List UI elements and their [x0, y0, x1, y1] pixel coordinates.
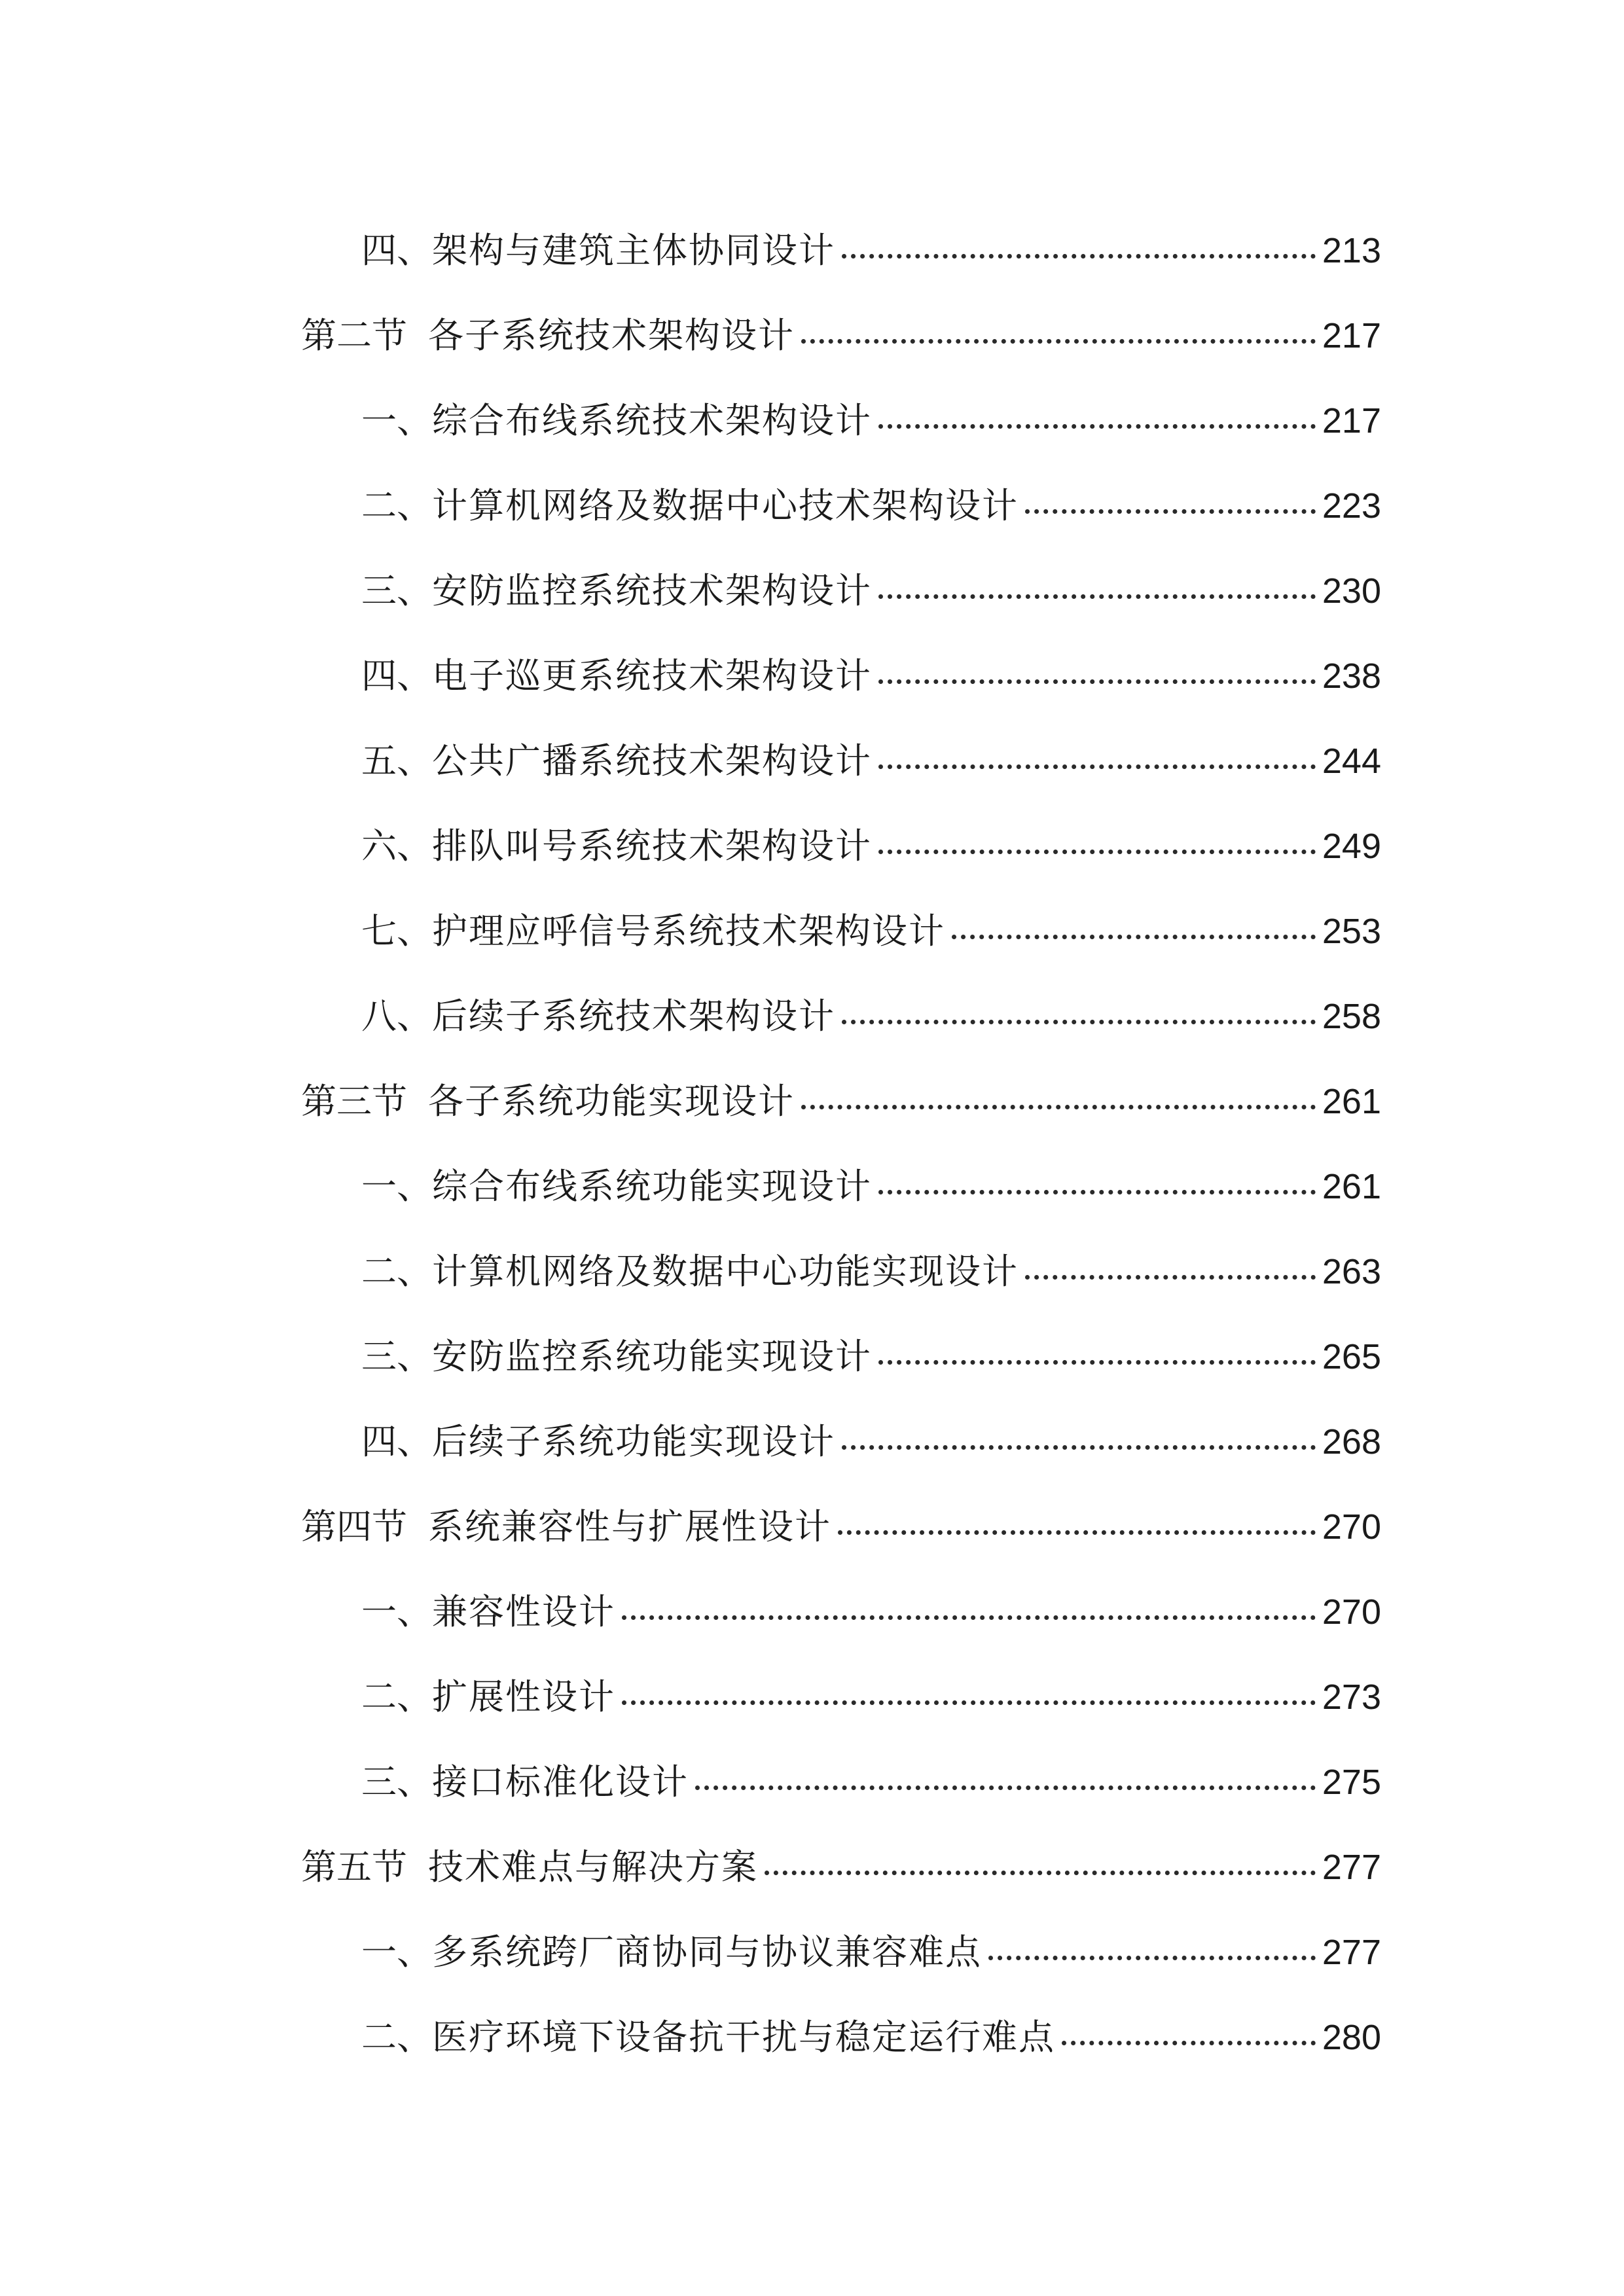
toc-dot-leader [801, 1078, 1316, 1113]
toc-entry-number: 一、 [361, 1166, 432, 1207]
toc-entry-number: 七、 [361, 910, 432, 952]
toc-entry-number: 二、 [361, 1251, 432, 1292]
toc-page-number: 261 [1322, 1082, 1381, 1121]
toc-section-entry[interactable] [301, 1484, 1381, 1570]
toc-page-number: 270 [1322, 1507, 1381, 1547]
toc-dot-leader [988, 1929, 1316, 1964]
toc-entry-title: 各子系统功能实现设计 [428, 1081, 795, 1122]
toc-page-number: 223 [1322, 486, 1381, 526]
toc-dot-leader [878, 738, 1316, 773]
toc-dot-leader [842, 993, 1316, 1028]
toc-section-entry[interactable] [301, 293, 1381, 378]
toc-entry-number: 三、 [361, 1761, 432, 1803]
toc-page-number: 263 [1322, 1252, 1381, 1291]
toc-subsection-entry[interactable] [301, 1995, 1381, 2080]
toc-entry-number: 三、 [361, 1336, 432, 1377]
toc-dot-leader [1025, 482, 1316, 518]
toc-page-number: 230 [1322, 571, 1381, 611]
toc-subsection-entry[interactable] [301, 1229, 1381, 1314]
toc-page-number: 275 [1322, 1763, 1381, 1802]
toc-entry-title: 多系统跨厂商协同与协议兼容难点 [432, 1931, 982, 1973]
toc-entry-title: 后续子系统技术架构设计 [432, 996, 835, 1037]
toc-dot-leader [622, 1588, 1316, 1624]
toc-entry-number: 第四节 [301, 1506, 407, 1547]
toc-subsection-entry[interactable] [301, 1570, 1381, 1655]
toc-entry-number: 第五节 [301, 1846, 407, 1888]
toc-subsection-entry[interactable] [301, 463, 1381, 548]
toc-subsection-entry[interactable] [301, 208, 1381, 293]
toc-entry-title: 架构与建筑主体协同设计 [432, 230, 835, 271]
toc-entry-title: 综合布线系统技术架构设计 [432, 400, 872, 441]
toc-page-number: 244 [1322, 742, 1381, 781]
toc-entry-number: 第三节 [301, 1081, 407, 1122]
toc-entry-number: 四、 [361, 1421, 432, 1462]
toc-dot-leader [842, 1418, 1316, 1454]
toc-entry-title: 系统兼容性与扩展性设计 [428, 1506, 831, 1547]
toc-dot-leader [838, 1503, 1316, 1539]
toc-subsection-entry[interactable] [301, 548, 1381, 634]
toc-subsection-entry[interactable] [301, 1655, 1381, 1740]
toc-entry-number: 四、 [361, 230, 432, 271]
toc-dot-leader [878, 397, 1316, 433]
toc-entry-title: 综合布线系统功能实现设计 [432, 1166, 872, 1207]
toc-subsection-entry[interactable] [301, 1314, 1381, 1399]
toc-entry-number: 八、 [361, 996, 432, 1037]
toc-page-number: 249 [1322, 827, 1381, 866]
toc-page-number: 265 [1322, 1337, 1381, 1376]
toc-dot-leader [878, 1163, 1316, 1198]
toc-entry-number: 二、 [361, 2017, 432, 2058]
toc-entry-number: 二、 [361, 1676, 432, 1717]
toc-entry-number: 一、 [361, 400, 432, 441]
toc-entry-title: 扩展性设计 [432, 1676, 615, 1717]
toc-subsection-entry[interactable] [301, 1399, 1381, 1484]
toc-page-number: 238 [1322, 656, 1381, 696]
toc-subsection-entry[interactable] [301, 1740, 1381, 1825]
toc-subsection-entry[interactable] [301, 634, 1381, 719]
toc-subsection-entry[interactable] [301, 974, 1381, 1059]
toc-entry-title: 技术难点与解决方案 [428, 1846, 758, 1888]
toc-page-number: 268 [1322, 1422, 1381, 1462]
toc-subsection-entry[interactable] [301, 378, 1381, 463]
toc-page-number: 217 [1322, 401, 1381, 440]
toc-entry-title: 公共广播系统技术架构设计 [432, 740, 872, 781]
toc-entry-number: 第二节 [301, 315, 407, 356]
toc-page-number: 270 [1322, 1592, 1381, 1632]
toc-entry-title: 各子系统技术架构设计 [428, 315, 795, 356]
toc-entry-title: 接口标准化设计 [432, 1761, 689, 1803]
toc-dot-leader [878, 823, 1316, 858]
table-of-contents [301, 208, 1381, 2080]
toc-entry-title: 兼容性设计 [432, 1591, 615, 1632]
toc-subsection-entry[interactable] [301, 1144, 1381, 1229]
toc-entry-title: 后续子系统功能实现设计 [432, 1421, 835, 1462]
toc-entry-title: 医疗环境下设备抗干扰与稳定运行难点 [432, 2017, 1055, 2058]
toc-dot-leader [878, 653, 1316, 688]
toc-entry-number: 五、 [361, 740, 432, 781]
toc-page-number: 273 [1322, 1677, 1381, 1717]
toc-entry-number: 六、 [361, 825, 432, 867]
toc-dot-leader [695, 1759, 1316, 1794]
toc-page-number: 280 [1322, 2018, 1381, 2057]
toc-dot-leader [1062, 2014, 1316, 2049]
toc-dot-leader [622, 1674, 1316, 1709]
toc-dot-leader [765, 1844, 1316, 1879]
toc-entry-title: 计算机网络及数据中心技术架构设计 [432, 485, 1019, 526]
toc-page-number: 277 [1322, 1848, 1381, 1887]
toc-entry-title: 计算机网络及数据中心功能实现设计 [432, 1251, 1019, 1292]
toc-dot-leader [878, 567, 1316, 603]
toc-dot-leader [952, 908, 1316, 943]
toc-subsection-entry[interactable] [301, 1910, 1381, 1995]
toc-entry-title: 电子巡更系统技术架构设计 [432, 655, 872, 696]
toc-page-number: 253 [1322, 912, 1381, 951]
toc-section-entry[interactable] [301, 1825, 1381, 1910]
toc-dot-leader [801, 312, 1316, 348]
toc-entry-title: 安防监控系统功能实现设计 [432, 1336, 872, 1377]
toc-page-number: 217 [1322, 316, 1381, 355]
toc-section-entry[interactable] [301, 1059, 1381, 1144]
toc-entry-number: 四、 [361, 655, 432, 696]
toc-page-number: 213 [1322, 231, 1381, 270]
toc-page-number: 258 [1322, 997, 1381, 1036]
toc-entry-title: 护理应呼信号系统技术架构设计 [432, 910, 945, 952]
toc-entry-title: 安防监控系统技术架构设计 [432, 570, 872, 611]
toc-page-number: 277 [1322, 1933, 1381, 1972]
toc-entry-number: 二、 [361, 485, 432, 526]
toc-entry-number: 一、 [361, 1931, 432, 1973]
toc-dot-leader [878, 1333, 1316, 1369]
toc-entry-number: 一、 [361, 1591, 432, 1632]
toc-page-number: 261 [1322, 1167, 1381, 1206]
toc-entry-title: 排队叫号系统技术架构设计 [432, 825, 872, 867]
toc-entry-number: 三、 [361, 570, 432, 611]
toc-subsection-entry[interactable] [301, 804, 1381, 889]
toc-dot-leader [1025, 1248, 1316, 1283]
toc-subsection-entry[interactable] [301, 889, 1381, 974]
toc-subsection-entry[interactable] [301, 719, 1381, 804]
toc-dot-leader [842, 227, 1316, 262]
